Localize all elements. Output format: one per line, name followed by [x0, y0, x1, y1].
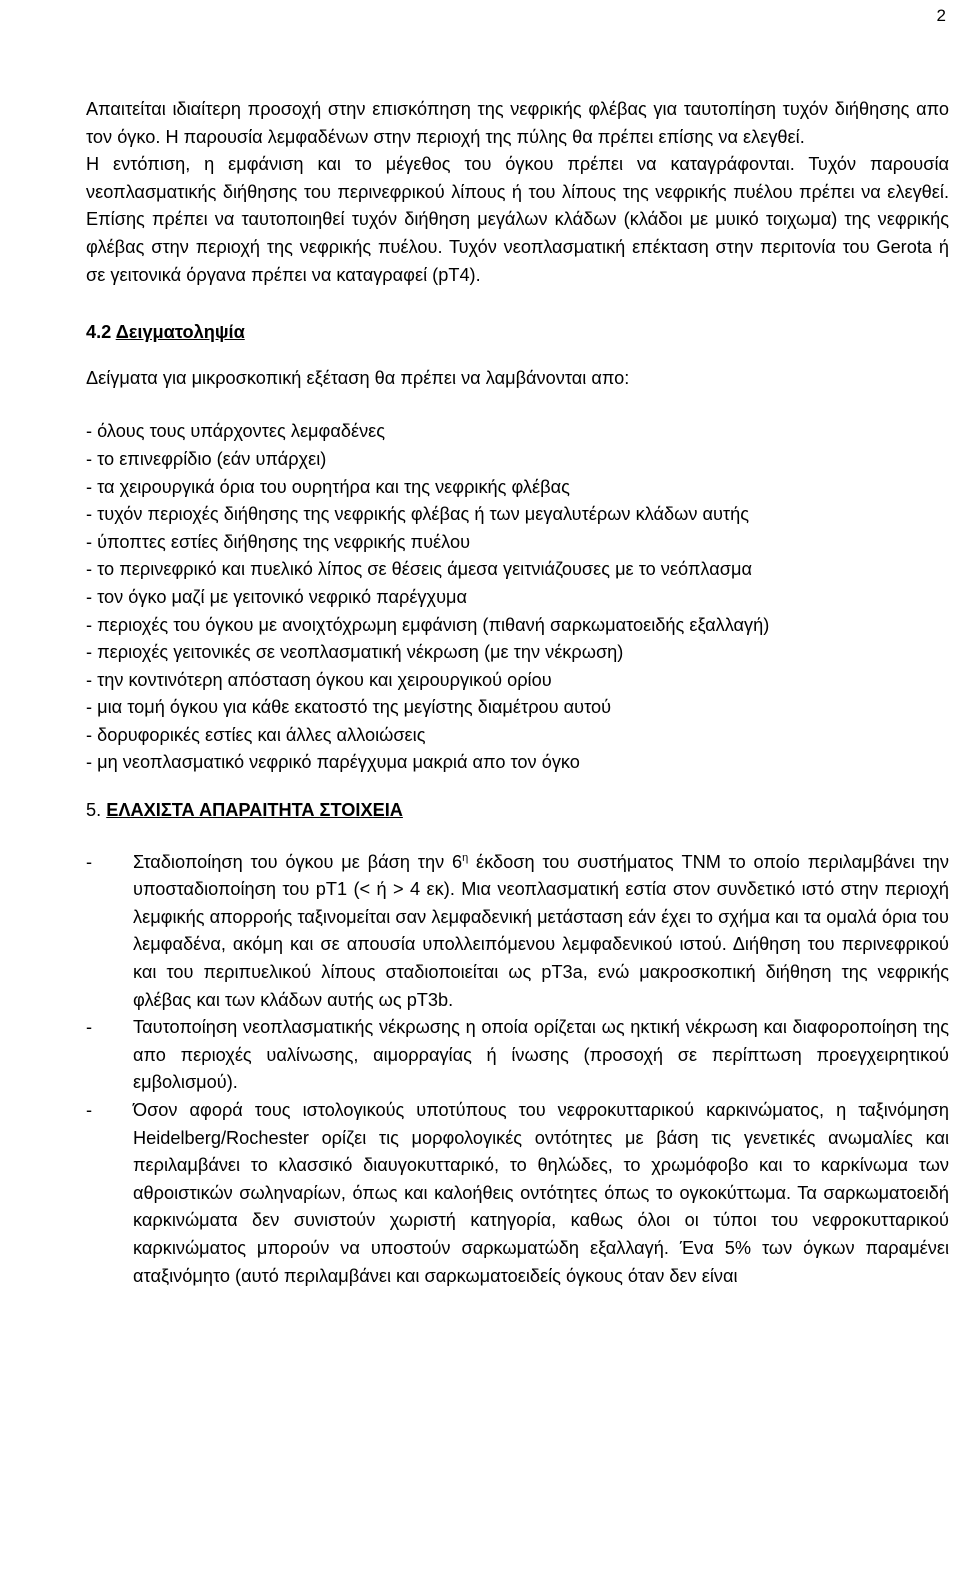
item-text: έκδοση του συστήματος TNM το οποίο περιλαμβάνει την υποσταδιοποίηση του pT1 (< ή > 4 εκ). Μια νεοπλασματική εστία στον συνδετικό ιστό στην περιοχή λεμφικής απορροής ταξινομείται σαν λεμφαδενική μετάσταση εάν έχει το σχήμα και τα ομαλά όρια του λεμφαδένα, ακόμη και σε απουσία υπολλειπόμενου λεμφαδενικού ιστού. Διήθηση του περινεφρικού και του περιπυελικού λίπους σταδιοποιείται ως pT3a, ενώ μακροσκοπική διήθηση της νεφρικής φλέβας και των κλάδων αυτής ως pT3b. — [133, 851, 949, 1010]
dash-marker: - — [86, 851, 93, 872]
list-item: - δορυφορικές εστίες και άλλες αλλοιώσεις — [86, 724, 426, 745]
item-text: Ταυτοποίηση νεοπλασματικής νέκρωσης η οποία ορίζεται ως ηκτική νέκρωση και διαφοροποίηση της απο περιοχές υαλίνωσης, αιμορραγίας ή ίνωσης (προσοχή σε περίπτωση προεγχειρητικού εμβολισμού). — [133, 1017, 949, 1093]
list-item: - τυχόν περιοχές διήθησης της νεφρικής φλέβας ή των μεγαλυτέρων κλάδων αυτής — [86, 504, 749, 525]
section-title: ΕΛΑΧΙΣΤΑ ΑΠΑΡΑΙΤΗΤΑ ΣΤΟΙΧΕΙΑ — [106, 800, 403, 821]
list-item: - όλους τους υπάρχοντες λεμφαδένες — [86, 421, 386, 442]
list-item: - περιοχές του όγκου με ανοιχτόχρωμη εμφάνιση (πιθανή σαρκωματοειδής εξαλλαγή) — [86, 614, 770, 635]
item-text: Όσον αφορά τους ιστολογικούς υποτύπους του νεφροκυτταρικού καρκινώματος, η ταξινόμηση Heidelberg/Rochester ορίζει τις μορφολογικές οντότητες με βάση τις γενετικές ανωμαλίες και περιλαμβάνει το κλασσικό διαυγοκυτταρικό, το θηλώδες, το χρωμόφοβο και το καρκίνωμα των αθροιστικών σωληναρίων, όπως και καλοήθεις οντότητες όπως το ογκοκύττωμα. Τα σαρκωματοειδή καρκινώματα δεν συνιστούν χωριστή κατηγορία, καθως όλοι οι τύποι του νεφροκυτταρικού καρκινώματος μπορούν να υποστούν σαρκωματώδη εξαλλαγή. Ένα 5% των όγκων παραμένει αταξινόμητο (αυτό περιλαμβάνει και σαρκωματοειδείς όγκους όταν δεν είναι — [133, 1100, 949, 1286]
section-number: 4.2 — [86, 322, 112, 343]
list-item — [86, 849, 949, 1015]
list-item: - τα χειρουργικά όρια του ουρητήρα και της νεφρικής φλέβας — [86, 476, 570, 497]
intro-paragraph: Η εντόπιση, η εμφάνιση και το μέγεθος του όγκου πρέπει να καταγράφονται. Τυχόν παρουσία νεοπλασματικής διήθησης του περινεφρικού λίπους ή του λίπους της νεφρικής πυέλου πρέπει να ελεγθεί. Επίσης πρέπει να ταυτοποιηθεί τυχόν διήθηση μεγάλων κλάδων (κλάδοι με μυικό τοιχωμα) της νεφρικής φλέβας στην περιοχή της νεφρικής πυέλου. Τυχόν νεοπλασματική επέκταση στην περιτονία του Gerota ή σε γειτονικά όργανα πρέπει να καταγραφεί (pT4). — [86, 154, 949, 285]
page-number: 2 — [936, 6, 946, 25]
list-item: - το περινεφρικό και πυελικό λίπος σε θέσεις άμεσα γειτνιάζουσες με το νεόπλασμα — [86, 559, 752, 580]
list-item: - μη νεοπλασματικό νεφρικό παρέγχυμα μακριά απο τον όγκο — [86, 752, 580, 773]
item-text: Σταδιοποίηση του όγκου με βάση την 6 — [133, 851, 463, 872]
section-title: Δειγματοληψία — [115, 322, 245, 343]
intro-paragraph: Απαιτείται ιδιαίτερη προσοχή στην επισκόπηση της νεφρικής φλέβας για ταυτοπίηση τυχόν διήθησης απο τον όγκο. Η παρουσία λεμφαδένων στην περιοχή της πύλης θα πρέπει επίσης να ελεγθεί. — [86, 99, 949, 147]
list-item: - τον όγκο μαζί με γειτονικό νεφρικό παρέγχυμα — [86, 586, 468, 607]
requirements-list — [86, 849, 949, 1291]
sampling-intro: Δείγματα για μικροσκοπική εξέταση θα πρέπει να λαμβάνονται απο: — [86, 367, 630, 388]
list-item: - την κοντινότερη απόσταση όγκου και χειρουργικού ορίου — [86, 669, 552, 690]
section-number: 5. — [86, 800, 102, 821]
dash-marker: - — [86, 1100, 93, 1120]
dash-marker: - — [86, 1017, 93, 1038]
list-item: - ύποπτες εστίες διήθησης της νεφρικής πυέλου — [86, 531, 471, 552]
list-item: - το επινεφρίδιο (εάν υπάρχει) — [86, 448, 327, 469]
sampling-list — [86, 418, 949, 777]
list-item: - μια τομή όγκου για κάθε εκατοστό της μεγίστης διαμέτρου αυτού — [86, 697, 612, 718]
document-body — [86, 96, 949, 1290]
list-item — [86, 1097, 949, 1290]
section-5-heading — [86, 797, 949, 825]
section-4-2-heading — [86, 319, 949, 347]
list-item — [86, 1014, 949, 1097]
superscript: η — [462, 851, 469, 864]
list-item: - περιοχές γειτονικές σε νεοπλασματική νέκρωση (με την νέκρωση) — [86, 642, 624, 663]
